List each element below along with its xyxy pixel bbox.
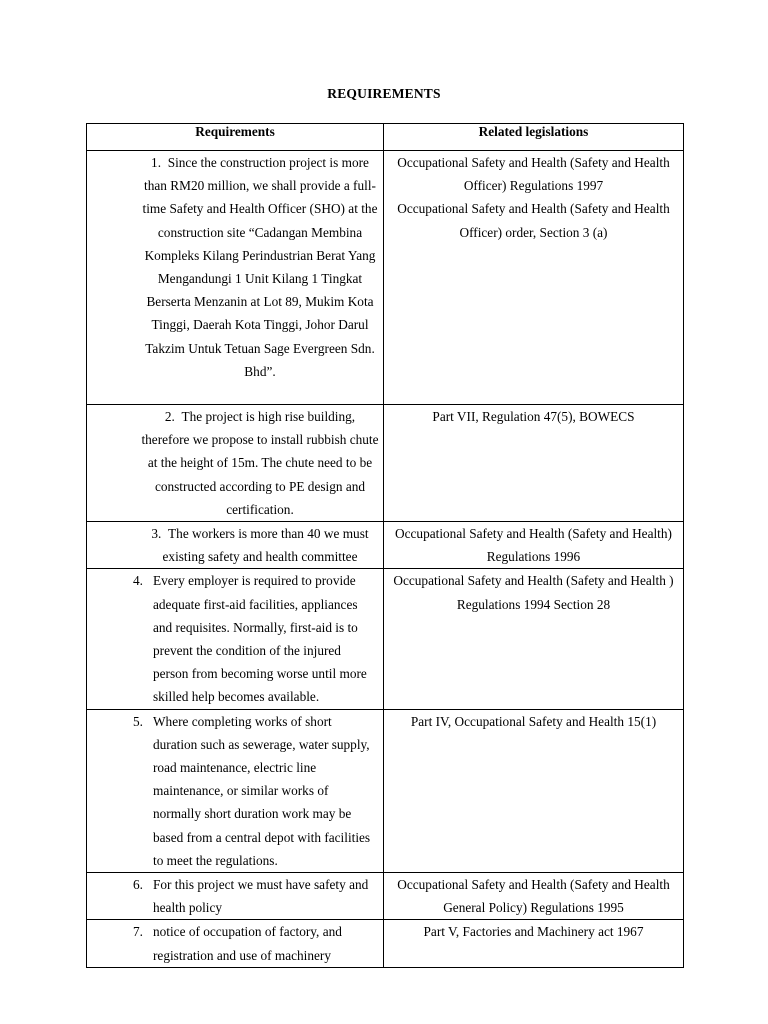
requirement-item: [91, 569, 379, 708]
requirement-item: [91, 151, 379, 383]
table-row: [87, 569, 684, 709]
legislation-cell: [384, 405, 684, 522]
document-title: REQUIREMENTS: [327, 86, 441, 101]
table-row: [87, 522, 684, 569]
legislation-cell: [384, 709, 684, 872]
legislation-text: Occupational Safety and Health (Safety and Health) Regulations 1996: [395, 526, 672, 565]
legislation-text: Part IV, Occupational Safety and Health 15(1): [410, 713, 657, 729]
legislation-cell: [384, 569, 684, 709]
requirement-cell: [87, 709, 384, 872]
legislation-text: Occupational Safety and Health (Safety and Health Officer) order, Section 3 (a): [397, 201, 670, 240]
requirement-cell: [87, 873, 384, 920]
table-row: [87, 709, 684, 872]
legislation-text: Occupational Safety and Health (Safety and Health Officer) Regulations 1997: [397, 155, 670, 194]
requirement-number: 2.: [164, 409, 175, 424]
legislation-cell: [384, 151, 684, 405]
requirement-text: Every employer is required to provide adequate first-aid facilities, appliances and requisites. Normally, first-aid is to prevent the condition of the injured person from becoming worse until more skilled help becomes available.: [153, 573, 367, 705]
requirement-number: 3.: [151, 526, 162, 542]
legislation-cell: [384, 920, 684, 967]
requirement-item: [91, 710, 379, 872]
requirement-cell: [87, 405, 384, 522]
legislation-text: Occupational Safety and Health (Safety and Health ) Regulations 1994 Section 28: [393, 573, 674, 612]
requirement-text: For this project we must have safety and health policy: [153, 877, 369, 916]
requirements-table: [86, 123, 684, 968]
requirement-item: [91, 920, 379, 966]
header-related-legislations: Related legislations: [384, 124, 684, 151]
legislation-cell: [384, 873, 684, 920]
requirement-number: 6.: [133, 877, 143, 893]
requirement-item: [91, 522, 379, 568]
requirement-text: The workers is more than 40 we must existing safety and health committee: [162, 526, 369, 565]
legislation-text: Occupational Safety and Health (Safety and Health General Policy) Regulations 1995: [397, 877, 670, 916]
table-row: [87, 405, 684, 522]
header-requirements: Requirements: [87, 124, 384, 151]
requirement-item: [91, 405, 379, 521]
requirement-cell: [87, 920, 384, 967]
table-row: [87, 873, 684, 920]
requirement-text: Where completing works of short duration such as sewerage, water supply, road maintenance, electric line maintenance, or similar works of normally short duration work may be based from a central depot with facilities to meet the regulations.: [153, 713, 371, 868]
requirement-text: The project is high rise building, therefore we propose to install rubbish chute at the height of 15m. The chute need to be constructed according to PE design and certification.: [141, 409, 379, 517]
table-row: [87, 151, 684, 405]
requirement-number: 5.: [133, 713, 143, 729]
requirement-cell: [87, 522, 384, 569]
table-header-row: [87, 124, 684, 151]
requirement-cell: [87, 569, 384, 709]
legislation-text: Part VII, Regulation 47(5), BOWECS: [432, 409, 635, 424]
requirement-number: 4.: [133, 573, 143, 589]
legislation-cell: [384, 522, 684, 569]
requirement-item: [91, 873, 379, 919]
requirement-number: 7.: [133, 924, 143, 940]
legislation-text: Part V, Factories and Machinery act 1967: [423, 924, 644, 940]
requirement-number: 1.: [151, 155, 162, 170]
table-row: [87, 920, 684, 967]
requirement-cell: [87, 151, 384, 405]
requirement-text: Since the construction project is more than RM20 million, we shall provide a full-time Safety and Health Officer (SHO) at the construction site “Cadangan Membina Kompleks Kilang Perindustrian Berat Yang Mengandungi 1 Unit Kilang 1 Tingkat Berserta Menzanin at Lot 89, Mukim Kota Tinggi, Daerah Kota Tinggi, Johor Darul Takzim Untuk Tetuan Sage Evergreen Sdn. Bhd”.: [142, 155, 378, 379]
requirement-text: notice of occupation of factory, and registration and use of machinery: [153, 924, 342, 963]
